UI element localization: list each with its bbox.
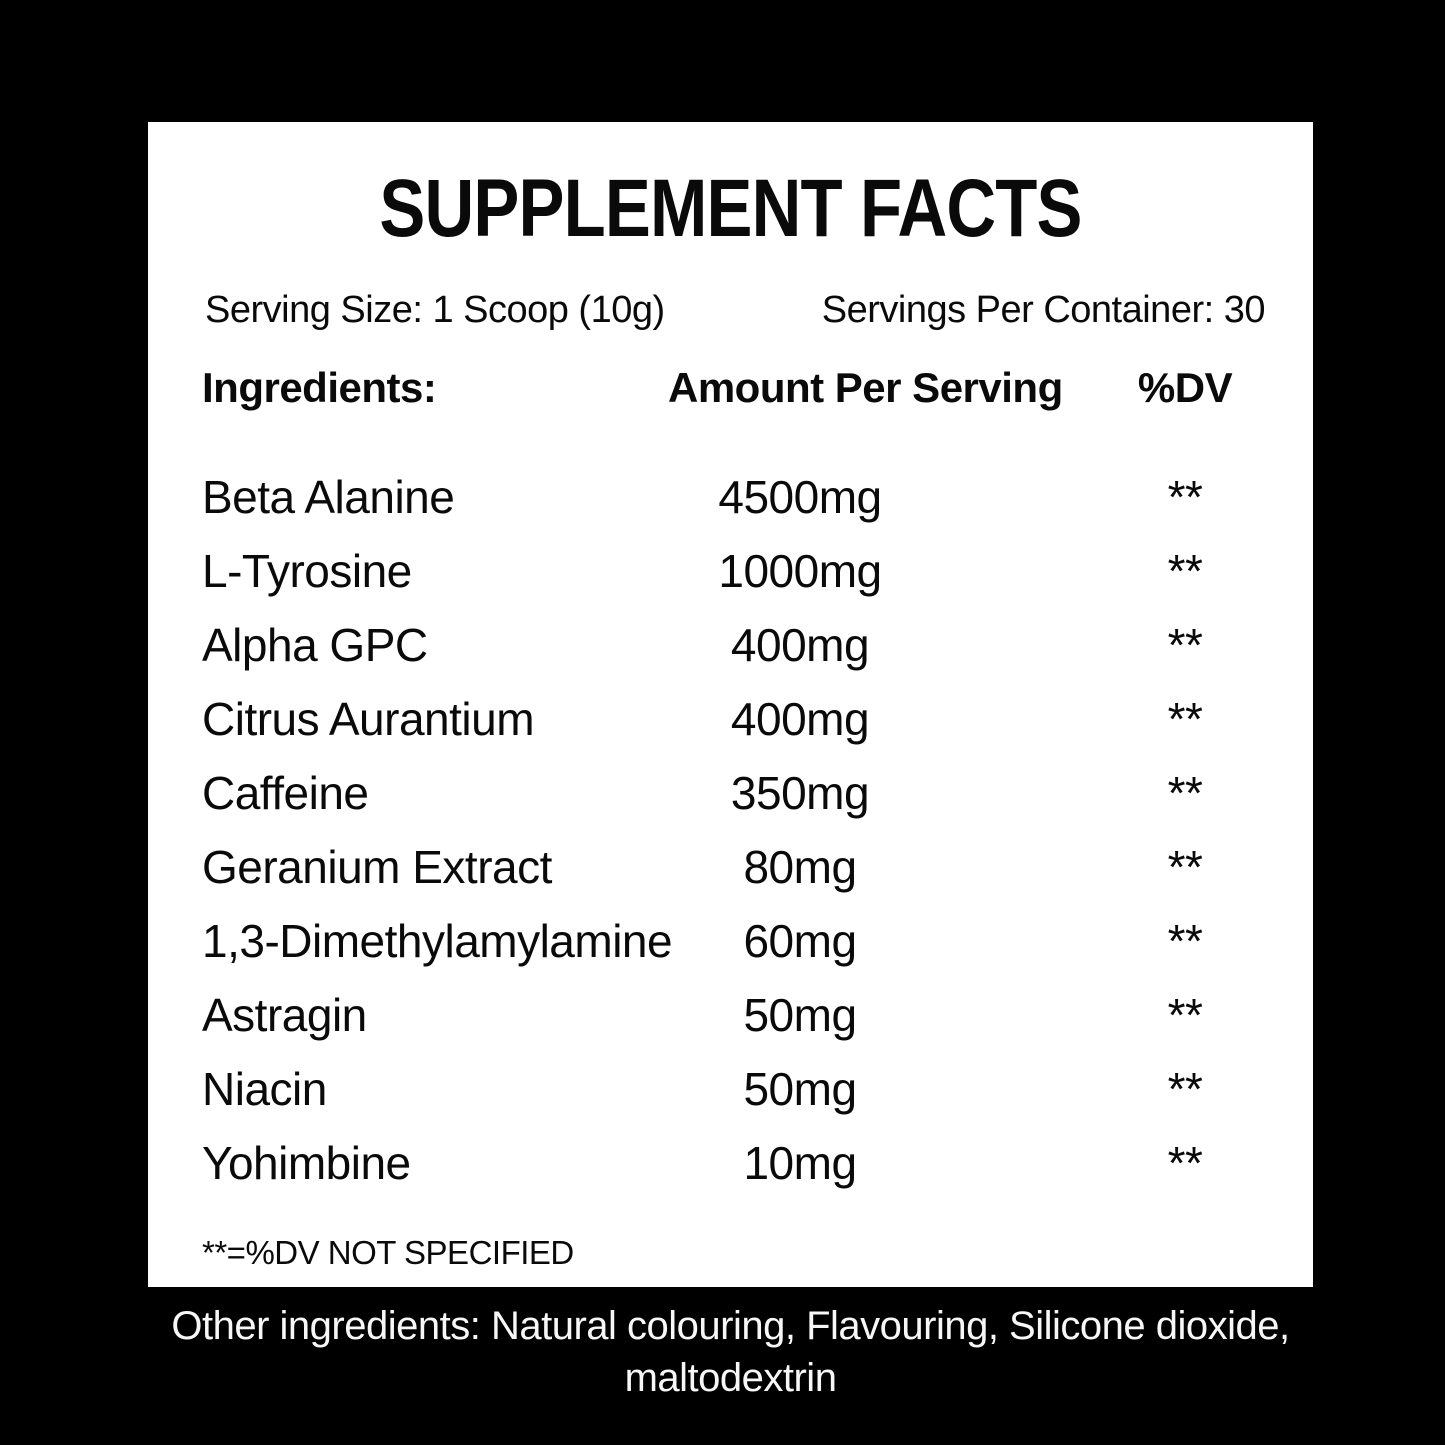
servings-per-container-text: Servings Per Container: 30 [821,289,1265,331]
dv-footnote: **=%DV NOT SPECIFIED [202,1234,574,1271]
table-row [148,756,1313,830]
ingredient-name: Beta Alanine [202,471,455,523]
column-header-percent-dv: %DV [1137,364,1233,411]
table-row [148,682,1313,756]
ingredient-name: Yohimbine [202,1137,411,1189]
ingredient-dv: ** [1167,1137,1203,1189]
ingredient-name: Alpha GPC [202,619,428,671]
column-header-ingredients: Ingredients: [202,364,437,411]
ingredient-amount: 50mg [743,1063,857,1115]
table-row [148,830,1313,904]
ingredient-dv: ** [1167,841,1203,893]
ingredient-name: Astragin [202,989,367,1041]
ingredient-dv: ** [1167,619,1203,671]
ingredient-dv: ** [1167,471,1203,523]
ingredient-name: 1,3-Dimethylamylamine [202,915,673,967]
ingredients-table [148,460,1313,1200]
table-row [148,534,1313,608]
ingredient-dv: ** [1167,989,1203,1041]
ingredient-amount: 80mg [743,841,857,893]
table-row [148,1052,1313,1126]
ingredient-amount: 1000mg [718,545,882,597]
table-row [148,608,1313,682]
ingredient-amount: 60mg [743,915,857,967]
other-ingredients-text [148,1300,1313,1404]
panel-title: SUPPLEMENT FACTS [379,163,1082,254]
ingredient-amount: 350mg [730,767,870,819]
ingredient-amount: 400mg [730,619,870,671]
ingredient-dv: ** [1167,693,1203,745]
serving-info-row [148,288,1313,332]
ingredient-name: L-Tyrosine [202,545,412,597]
ingredient-dv: ** [1167,1063,1203,1115]
table-row [148,904,1313,978]
serving-size-text: Serving Size: 1 Scoop (10g) [205,289,665,331]
other-ingredients-line: Other ingredients: Natural colouring, Flavouring, Silicone dioxide, maltodextrin [171,1304,1290,1400]
ingredient-dv: ** [1167,767,1203,819]
ingredient-name: Caffeine [202,767,369,819]
ingredient-name: Niacin [202,1063,327,1115]
ingredient-amount: 10mg [743,1137,857,1189]
ingredient-dv: ** [1167,915,1203,967]
ingredient-name: Geranium Extract [202,841,552,893]
ingredient-name: Citrus Aurantium [202,693,535,745]
ingredient-amount: 4500mg [718,471,882,523]
ingredient-dv: ** [1167,545,1203,597]
table-row [148,1126,1313,1200]
ingredient-amount: 50mg [743,989,857,1041]
column-header-amount-per-serving: Amount Per Serving [668,364,1063,411]
table-row [148,460,1313,534]
table-row [148,978,1313,1052]
supplement-facts-panel [148,122,1313,1287]
ingredient-amount: 400mg [730,693,870,745]
table-header-row [148,365,1313,411]
